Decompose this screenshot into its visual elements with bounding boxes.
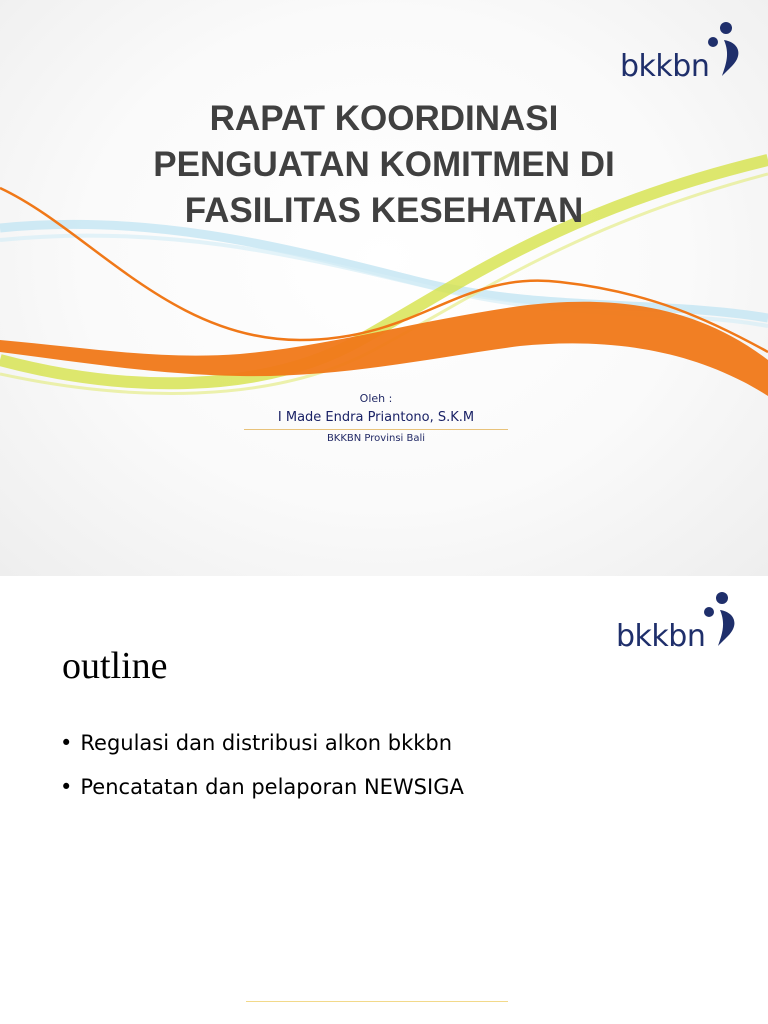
by-label: Oleh : [359,392,393,405]
bkkbn-figure-icon [700,590,740,646]
author-name: I Made Endra Priantono, S.K.M [277,410,475,425]
logo-text: bkkbn [620,49,710,84]
bkkbn-figure-icon [704,20,744,76]
bkkbn-logo [620,20,744,84]
title-line: FASILITAS KESEHATAN [184,191,584,230]
presenter-block [244,392,508,446]
bkkbn-logo [616,590,740,654]
list-item: • Pencatatan dan pelaporan NEWSIGA [60,774,464,800]
logo-text: bkkbn [616,619,706,654]
title-line: RAPAT KOORDINASI [209,99,559,138]
outline-slide [0,576,768,1024]
outline-heading: outline [62,645,168,687]
title-line: PENGUATAN KOMITMEN DI [153,145,615,184]
outline-list [60,730,464,818]
divider [246,1001,508,1002]
organization: BKKBN Provinsi Bali [326,433,426,444]
list-item: • Regulasi dan distribusi alkon bkkbn [60,730,464,756]
divider [244,429,508,430]
slide-title [84,96,684,234]
